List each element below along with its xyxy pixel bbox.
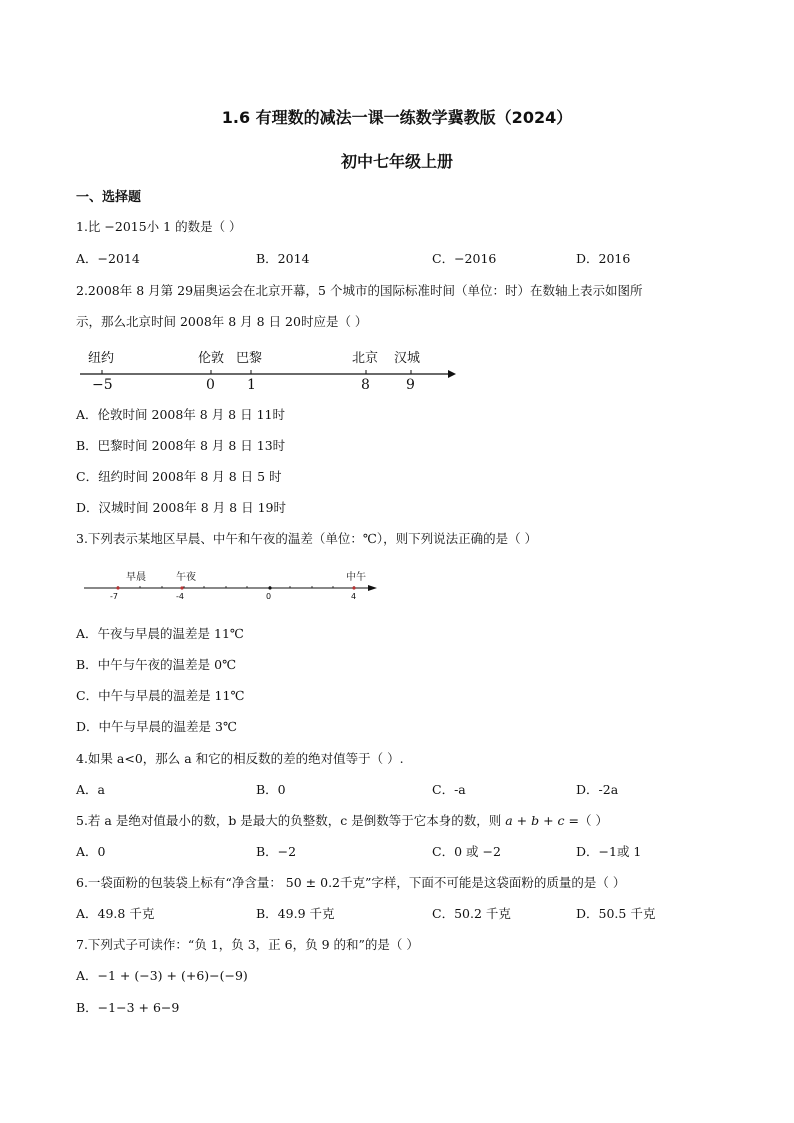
value-1: 1 — [247, 377, 256, 393]
question-3-option-c: C．中午与早晨的温差是 11℃ — [76, 688, 245, 703]
label-new-york: 纽约 — [88, 351, 115, 366]
label-noon: 中午 — [346, 572, 366, 583]
question-7-stem: 7.下列式子可读作：“负 1，负 3，正 6，负 9 的和”的是（ ） — [76, 937, 419, 952]
question-3-option-a: A．午夜与早晨的温差是 11℃ — [76, 626, 244, 641]
question-3-option-d: D．中午与早晨的温差是 3℃ — [76, 719, 237, 734]
label-seoul: 汉城 — [394, 351, 421, 366]
question-7-option-a: A．−1 + (−3) + (+6)−(−9) — [76, 968, 248, 983]
question-3-stem: 3.下列表示某地区早晨、中午和午夜的温差（单位：℃），则下列说法正确的是（ ） — [76, 531, 538, 546]
question-4-option-b: B．0 — [256, 782, 286, 797]
question-2-option-d: D．汉城时间 2008年 8 月 8 日 19时 — [76, 500, 286, 515]
question-7-option-b: B．−1−3 + 6−9 — [76, 1000, 180, 1015]
question-4-option-d: D．-2a — [576, 782, 619, 797]
document-title: 1.6 有理数的减法一课一练数学冀教版（2024） — [221, 108, 573, 127]
question-2-stem-line-2: 示，那么北京时间 2008年 8 月 8 日 20时应是（ ） — [76, 314, 368, 329]
question-6-stem: 6.一袋面粉的包装袋上标有“净含量： 50 ± 0.2千克”字样，下面不可能是这袋面粉的质量的是（ ） — [76, 875, 626, 890]
question-3-option-b: B．中午与午夜的温差是 0℃ — [76, 657, 237, 672]
question-4-option-c: C．-a — [432, 782, 466, 797]
question-2-option-c: C．纽约时间 2008年 8 月 8 日 5 时 — [76, 469, 282, 484]
question-5-option-c: C．0 或 −2 — [432, 844, 501, 859]
value-0: 0 — [206, 377, 215, 393]
question-2-stem-line-1: 2.2008年 8 月第 29届奥运会在北京开幕，5 个城市的国际标准时间（单位：时）在数轴上表示如图所 — [76, 283, 643, 298]
question-5-option-a: A．0 — [76, 844, 106, 859]
label-london: 伦敦 — [198, 351, 225, 366]
value-neg5: −5 — [92, 377, 113, 393]
question-6-option-c: C．50.2 千克 — [432, 906, 511, 921]
question-2-option-a: A．伦敦时间 2008年 8 月 8 日 11时 — [76, 407, 285, 422]
section-heading: 一、选择题 — [76, 190, 142, 205]
value-neg7: -7 — [110, 592, 118, 601]
label-midnight: 午夜 — [176, 572, 196, 583]
question-6-option-d: D．50.5 千克 — [576, 906, 656, 921]
value-zero: 0 — [266, 592, 272, 601]
label-beijing: 北京 — [352, 351, 379, 366]
question-4-option-a: A．a — [76, 782, 105, 797]
question-5-stem: 5.若 a 是绝对值最小的数，b 是最大的负整数，c 是倒数等于它本身的数，则 𝑎 + 𝑏 + 𝑐 =（ ） — [76, 813, 608, 828]
question-5-option-b: B．−2 — [256, 844, 297, 859]
document-subtitle: 初中七年级上册 — [340, 152, 453, 171]
label-paris: 巴黎 — [236, 351, 263, 366]
question-1-option-b: B．2014 — [256, 251, 310, 266]
question-6-option-a: A．49.8 千克 — [76, 906, 155, 921]
value-8: 8 — [361, 377, 370, 393]
temperature-number-line — [80, 565, 380, 605]
value-9: 9 — [406, 377, 415, 393]
question-1-option-c: C．−2016 — [432, 251, 497, 266]
question-6-option-b: B．49.9 千克 — [256, 906, 335, 921]
value-neg4: -4 — [176, 592, 184, 601]
question-1-stem: 1.比 −2015小 1 的数是（ ） — [76, 219, 242, 234]
question-4-stem: 4.如果 a<0，那么 a 和它的相反数的差的绝对值等于（ ）. — [76, 751, 404, 766]
question-2-option-b: B．巴黎时间 2008年 8 月 8 日 13时 — [76, 438, 286, 453]
label-morning: 早晨 — [126, 572, 146, 583]
question-1-option-d: D．2016 — [576, 251, 631, 266]
question-5-option-d: D．−1或 1 — [576, 844, 642, 859]
temperature-axis — [80, 565, 380, 605]
question-1-option-a: A．−2014 — [76, 251, 140, 266]
city-time-number-line — [76, 345, 466, 395]
value-4: 4 — [351, 592, 357, 601]
